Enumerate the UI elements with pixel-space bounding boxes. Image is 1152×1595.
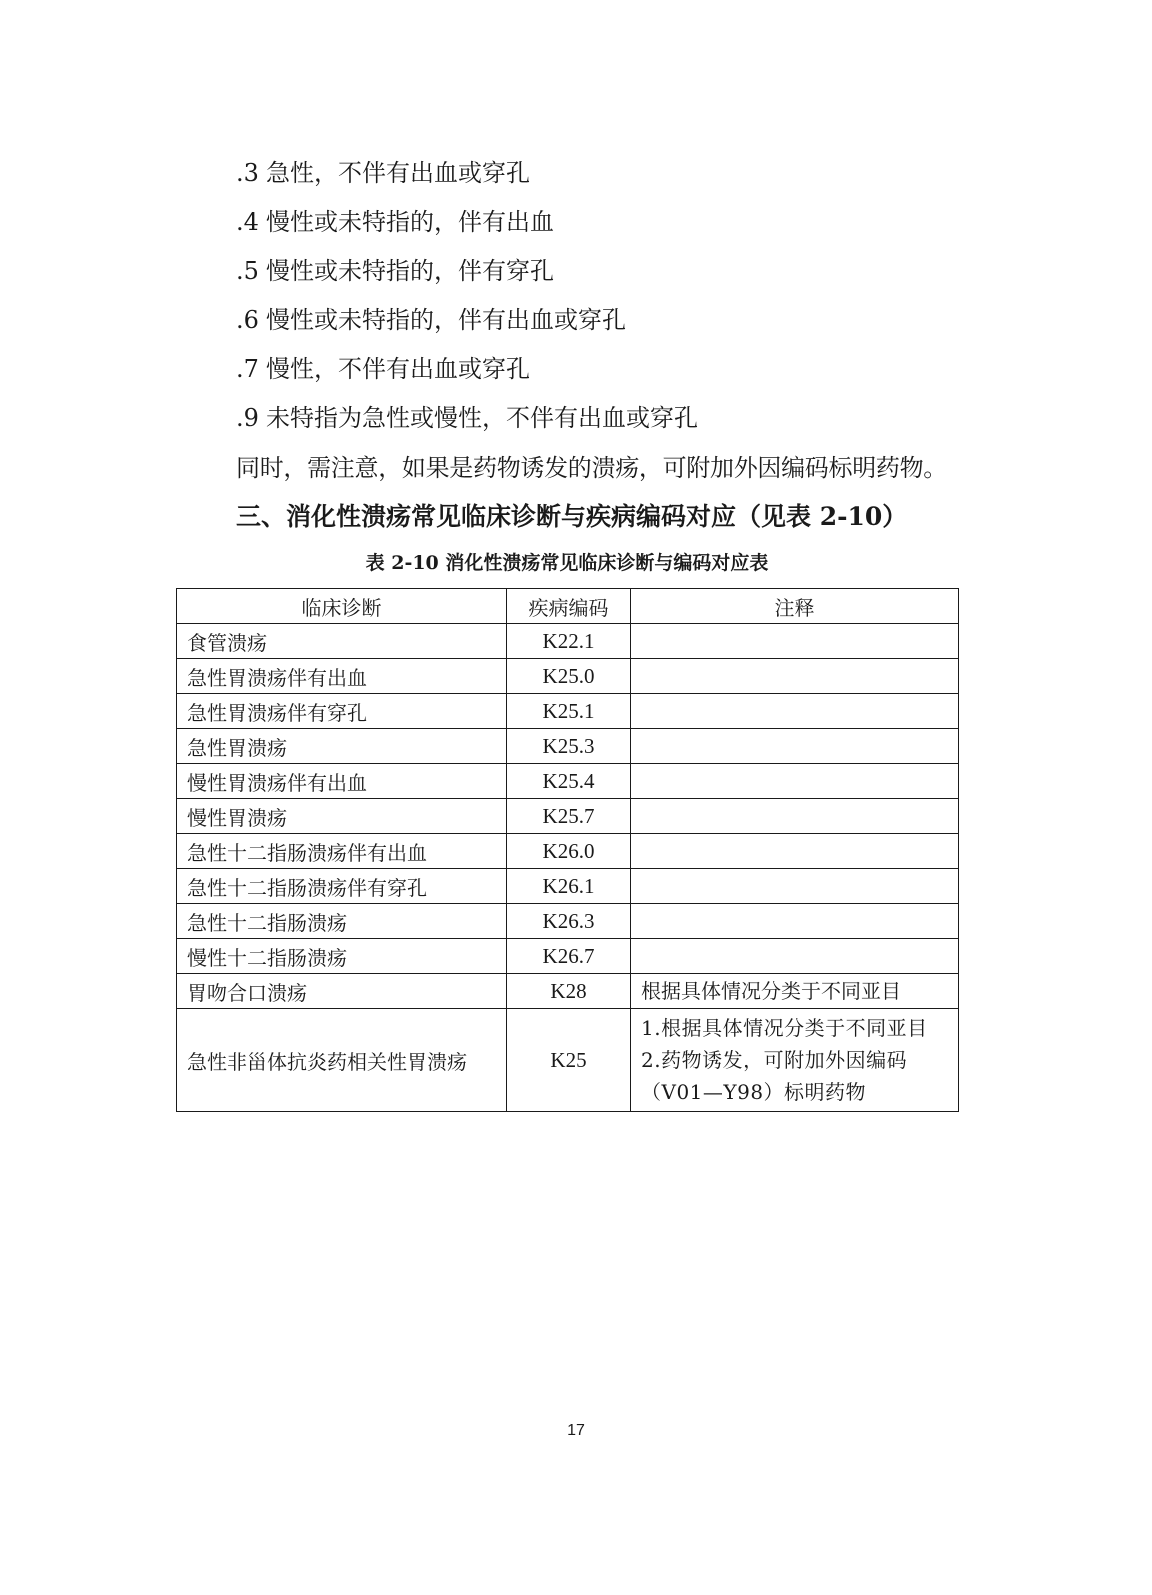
code-cell: K26.0 bbox=[507, 834, 631, 869]
table-caption: 表 2-10 消化性溃疡常见临床诊断与编码对应表 bbox=[365, 552, 769, 574]
list-item-number: .4 bbox=[236, 208, 259, 236]
table-row bbox=[177, 1009, 959, 1112]
code-cell: K28 bbox=[507, 974, 631, 1009]
note-cell bbox=[631, 1009, 959, 1112]
code-cell: K26.1 bbox=[507, 869, 631, 904]
code-cell: K26.7 bbox=[507, 939, 631, 974]
diagnosis-cell: 急性非甾体抗炎药相关性胃溃疡 bbox=[177, 1009, 507, 1112]
note-cell: 根据具体情况分类于不同亚目 bbox=[631, 974, 959, 1009]
note-cell bbox=[631, 939, 959, 974]
note-cell bbox=[631, 694, 959, 729]
table-row bbox=[177, 974, 959, 1009]
list-item-text: 急性，不伴有出血或穿孔 bbox=[266, 159, 530, 187]
code-cell: K22.1 bbox=[507, 624, 631, 659]
table-row bbox=[177, 939, 959, 974]
table-row bbox=[177, 834, 959, 869]
table-row bbox=[177, 904, 959, 939]
table-row bbox=[177, 624, 959, 659]
list-item bbox=[236, 199, 996, 248]
list-item-number: .9 bbox=[236, 404, 259, 432]
table-row bbox=[177, 659, 959, 694]
diagnosis-cell: 急性十二指肠溃疡伴有出血 bbox=[177, 834, 507, 869]
diagnosis-cell: 急性胃溃疡伴有出血 bbox=[177, 659, 507, 694]
note-paragraph: 同时，需注意，如果是药物诱发的溃疡，可附加外因编码标明药物。 bbox=[236, 454, 947, 482]
note-cell bbox=[631, 834, 959, 869]
diagnosis-cell: 慢性胃溃疡伴有出血 bbox=[177, 764, 507, 799]
diagnosis-cell: 慢性十二指肠溃疡 bbox=[177, 939, 507, 974]
diagnosis-cell: 急性十二指肠溃疡 bbox=[177, 904, 507, 939]
list-item-text: 慢性或未特指的，伴有出血或穿孔 bbox=[266, 306, 626, 334]
list-item-text: 慢性或未特指的，伴有出血 bbox=[266, 208, 554, 236]
list-item-number: .3 bbox=[236, 159, 259, 187]
list-item bbox=[236, 150, 996, 199]
note-cell bbox=[631, 764, 959, 799]
list-item-text: 未特指为急性或慢性，不伴有出血或穿孔 bbox=[266, 404, 698, 432]
diagnosis-cell: 急性十二指肠溃疡伴有穿孔 bbox=[177, 869, 507, 904]
diagnosis-cell: 急性胃溃疡伴有穿孔 bbox=[177, 694, 507, 729]
table-header-row bbox=[177, 589, 959, 624]
diagnosis-cell: 急性胃溃疡 bbox=[177, 729, 507, 764]
list-item bbox=[236, 346, 996, 395]
list-item-number: .5 bbox=[236, 257, 259, 285]
list-item bbox=[236, 395, 996, 444]
list-item bbox=[236, 297, 996, 346]
page-number: 17 bbox=[567, 1422, 585, 1439]
header-diagnosis: 临床诊断 bbox=[177, 589, 507, 624]
header-code: 疾病编码 bbox=[507, 589, 631, 624]
code-cell: K25.4 bbox=[507, 764, 631, 799]
code-cell: K25.1 bbox=[507, 694, 631, 729]
note-cell bbox=[631, 659, 959, 694]
code-cell: K25.0 bbox=[507, 659, 631, 694]
diagnosis-cell: 慢性胃溃疡 bbox=[177, 799, 507, 834]
subcategory-list bbox=[236, 150, 996, 444]
list-item-text: 慢性，不伴有出血或穿孔 bbox=[266, 355, 530, 383]
header-note: 注释 bbox=[631, 589, 959, 624]
note-cell bbox=[631, 624, 959, 659]
table-row bbox=[177, 869, 959, 904]
table-row bbox=[177, 764, 959, 799]
code-cell: K25.7 bbox=[507, 799, 631, 834]
table-body bbox=[177, 624, 959, 1112]
note-cell bbox=[631, 729, 959, 764]
note-cell bbox=[631, 869, 959, 904]
diagnosis-code-table bbox=[176, 588, 959, 1112]
section-heading: 三、消化性溃疡常见临床诊断与疾病编码对应（见表 2-10） bbox=[236, 502, 908, 531]
table-row bbox=[177, 799, 959, 834]
note-line: 1.根据具体情况分类于不同亚目 bbox=[641, 1016, 928, 1040]
list-item-text: 慢性或未特指的，伴有穿孔 bbox=[266, 257, 554, 285]
list-item-number: .7 bbox=[236, 355, 259, 383]
table-row bbox=[177, 729, 959, 764]
note-cell bbox=[631, 904, 959, 939]
code-cell: K25.3 bbox=[507, 729, 631, 764]
note-line: （V01—Y98）标明药物 bbox=[641, 1080, 867, 1104]
note-line: 2.药物诱发，可附加外因编码 bbox=[641, 1048, 908, 1072]
diagnosis-cell: 食管溃疡 bbox=[177, 624, 507, 659]
diagnosis-cell: 胃吻合口溃疡 bbox=[177, 974, 507, 1009]
table-row bbox=[177, 694, 959, 729]
list-item-number: .6 bbox=[236, 306, 259, 334]
list-item bbox=[236, 248, 996, 297]
code-cell: K26.3 bbox=[507, 904, 631, 939]
code-cell: K25 bbox=[507, 1009, 631, 1112]
note-cell bbox=[631, 799, 959, 834]
